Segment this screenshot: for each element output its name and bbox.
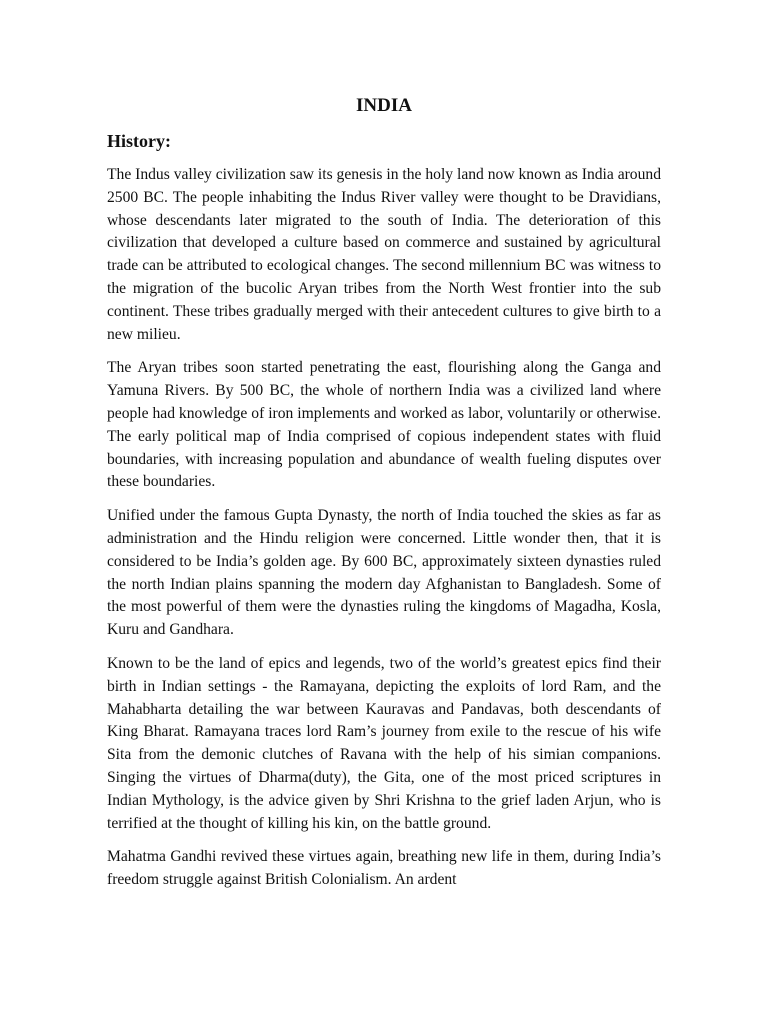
- document-title: INDIA: [356, 95, 412, 116]
- paragraph-indus-valley: The Indus valley civilization saw its genesis in the holy land now known as India around 2500 BC. The people inhabiting the Indus River valley were thought to be Dravidians, whose descendants later migrated to the south of India. The deterioration of this civilization that developed a culture based on commerce and sustained by agricultural trade can be attributed to ecological changes. The second millennium BC was witness to the migration of the bucolic Aryan tribes from the North West frontier into the sub continent. These tribes gradually merged with their antecedent cultures to give birth to a new milieu.: [107, 166, 661, 343]
- document-page: [107, 0, 661, 892]
- paragraph-mahatma-gandhi: Mahatma Gandhi revived these virtues again, breathing new life in them, during India’s freedom struggle against British Colonialism. An ardent: [107, 848, 661, 889]
- section-heading: History:: [107, 131, 171, 151]
- paragraph-epics-legends: Known to be the land of epics and legends, two of the world’s greatest epics find their birth in Indian settings - the Ramayana, depicting the exploits of lord Ram, and the Mahabharta detailing the war between Kauravas and Pandavas, both descendants of King Bharat. Ramayana traces lord Ram’s journey from exile to the rescue of his wife Sita from the demonic clutches of Ravana with the help of his simian companions. Singing the virtues of Dharma(duty), the Gita, one of the most priced scriptures in Indian Mythology, is the advice given by Shri Krishna to the grief laden Arjun, who is terrified at the thought of killing his kin, on the battle ground.: [107, 654, 661, 832]
- paragraph-aryan-tribes: The Aryan tribes soon started penetrating the east, flourishing along the Ganga and Yamuna Rivers. By 500 BC, the whole of northern India was a civilized land where people had knowledge of iron implements and worked as labor, voluntarily or otherwise. The early political map of India comprised of copious independent states with fluid boundaries, with increasing population and abundance of wealth fueling disputes over these boundaries.: [107, 359, 661, 491]
- paragraph-gupta-dynasty: Unified under the famous Gupta Dynasty, the north of India touched the skies as far as administration and the Hindu religion were concerned. Little wonder then, that it is considered to be India’s golden age. By 600 BC, approximately sixteen dynasties ruled the north Indian plains spanning the modern day Afghanistan to Bangladesh. Some of the most powerful of them were the dynasties ruling the kingdoms of Magadha, Kosla, Kuru and Gandhara.: [107, 507, 661, 639]
